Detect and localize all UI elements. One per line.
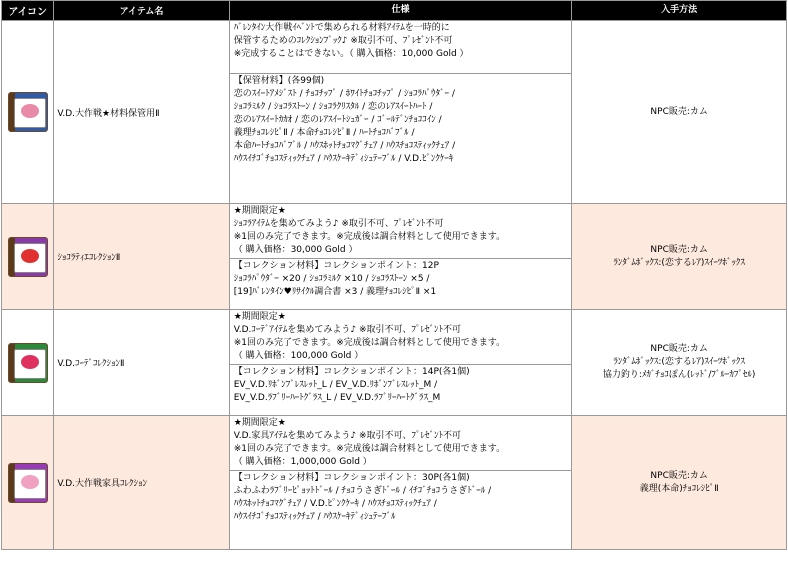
material-line: ﾊｳｽｲﾁｺﾞﾁｮｺｽﾃｨｯｸﾁｪｱ / ﾊｳｽｹｰｷﾃﾞｨｼｭﾃｰﾌﾞﾙ: [233, 512, 396, 522]
table-row: [2, 416, 787, 471]
item-name: V.D.大作戦家具ｺﾚｸｼｮﾝ: [54, 416, 229, 550]
table-row: [2, 204, 787, 259]
acquisition-line: NPC販売:カム: [650, 470, 708, 481]
material-line: 【コレクション材料】コレクションポイント：12P: [233, 261, 439, 271]
acquisition-line: NPC販売:カム: [650, 106, 708, 117]
item-spec-description: [229, 416, 572, 471]
book-icon-green: [8, 343, 48, 383]
item-icon-cell: [2, 21, 54, 204]
table-header-row: [2, 1, 787, 21]
acquisition-line: NPC販売:カム: [650, 344, 708, 354]
material-line: EV_V.D.ﾗﾌﾞﾘｰﾊｰﾄｸﾞﾗｽ_L / EV_V.D.ﾗﾌﾞﾘｰﾊｰﾄｸﾞﾗｽ_M: [233, 393, 441, 403]
item-name: V.D.大作戦★材料保管用Ⅱ: [54, 21, 229, 204]
acquisition-line: ﾗﾝﾀﾞﾑﾎﾞｯｸｽ:(恋するﾚｱ)ｽｲｰﾂﾎﾞｯｸｽ: [613, 257, 745, 268]
spec-line: ｼｮｺﾗｱｲﾃﾑを集めてみよう♪ ※取引不可、ﾌﾟﾚｾﾞﾝﾄ不可: [233, 219, 444, 229]
material-line: ﾊｳｽﾎｯﾄﾁｮｺﾏｸﾞﾁｪｱ / V.D.ﾋﾟﾝｸｹｰｷ / ﾊｳｽﾁｮｺｽﾃｨｯｸﾁｪｱ /: [233, 499, 437, 509]
material-line: EV_V.D.ﾘﾎﾞﾝﾌﾞﾚｽﾚｯﾄ_L / EV_V.D.ﾘﾎﾞﾝﾌﾞﾚｽﾚｯﾄ_M /: [233, 380, 438, 390]
acquisition-line: NPC販売:カム: [650, 244, 708, 255]
acquisition-line: 協力釣り:ﾒｶﾞﾁｮｺぽん(ﾚｯﾄﾞ/ﾌﾞﾙｰｶﾌﾟｾﾙ): [602, 370, 756, 380]
table-row: [2, 310, 787, 365]
spec-line: （ 購入価格：100,000 Gold ）: [233, 351, 364, 361]
material-line: 義理ﾁｮｺﾚｼﾋﾟⅡ / 本命ﾁｮｺﾚｼﾋﾟⅡ / ﾊｰﾄﾁｮｺﾊﾞﾌﾞﾙ /: [233, 128, 415, 138]
material-line: 本命ﾊｰﾄﾁｮｺﾊﾞﾌﾞﾙ / ﾊｳｽﾎｯﾄﾁｮｺﾏｸﾞﾁｪｱ / ﾊｳｽﾁｮｺｽﾃｨｯｸﾁｪｱ /: [233, 141, 456, 151]
book-icon-purple: [8, 237, 48, 277]
spec-line: ★期間限定★: [233, 312, 286, 322]
material-line: 【コレクション材料】コレクションポイント：14P(各1個): [233, 367, 470, 377]
item-acquisition: [572, 21, 787, 204]
item-spec-materials: [229, 471, 572, 550]
item-spec-materials: [229, 74, 572, 204]
item-spec-description: [229, 310, 572, 365]
spec-line: ※1回のみ完了できます。※完成後は調合材料として使用できます。: [233, 232, 506, 242]
spec-line: ﾊﾞﾚﾝﾀｲﾝ大作戦ｲﾍﾞﾝﾄで集められる材料ｱｲﾃﾑを一時的に: [233, 23, 450, 33]
item-spec-materials: [229, 365, 572, 416]
item-spec-materials: [229, 259, 572, 310]
spec-line: ★期間限定★: [233, 206, 286, 216]
spec-line: ※1回のみ完了できます。※完成後は調合材料として使用できます。: [233, 444, 506, 454]
material-line: 恋のﾚｱｽｲｰﾄｶｶｵ / 恋のﾚｱｽｲｰﾄｼｭｶﾞｰ / ｺﾞｰﾙﾃﾞﾝﾁｮｺｺｲﾝ /: [233, 115, 442, 125]
acquisition-line: 義理(本命)ﾁｮｺﾚｼﾋﾟⅡ: [639, 483, 719, 494]
item-spec-description: [229, 204, 572, 259]
spec-line: 保管するためのｺﾚｸｼｮﾝﾌﾞｯｸ♪ ※取引不可、ﾌﾟﾚｾﾞﾝﾄ不可: [233, 36, 453, 46]
spec-line: ※完成することはできない。（ 購入価格：10,000 Gold ）: [233, 49, 469, 59]
material-line: 恋のｽｲｰﾄｱﾒｼﾞｽﾄ / ﾁｮｺﾁｯﾌﾟ / ﾎﾜｲﾄﾁｮｺﾁｯﾌﾟ / ｼｮｺﾗﾊﾟｳﾀﾞｰ /: [233, 89, 455, 99]
item-acquisition: [572, 310, 787, 416]
spec-line: （ 購入価格：30,000 Gold ）: [233, 245, 358, 255]
header-spec: 仕様: [229, 1, 572, 21]
spec-line: ★期間限定★: [233, 418, 286, 428]
material-line: ﾊｳｽｲﾁｺﾞﾁｮｺｽﾃｨｯｸﾁｪｱ / ﾊｳｽｹｰｷﾃﾞｨｼｭﾃｰﾌﾞﾙ / V.D.ﾋﾟﾝｸｹｰｷ: [233, 154, 454, 164]
item-name: ｼｮｺﾗﾃｨｴｺﾚｸｼｮﾝⅡ: [54, 204, 229, 310]
book-icon-blue: [8, 92, 48, 132]
item-acquisition: [572, 416, 787, 550]
book-icon-violet: [8, 463, 48, 503]
spec-line: （ 購入価格：1,000,000 Gold ）: [233, 457, 372, 467]
header-item-name: アイテム名: [54, 1, 229, 21]
item-icon-cell: [2, 310, 54, 416]
item-spec-description: [229, 21, 572, 74]
acquisition-line: ﾗﾝﾀﾞﾑﾎﾞｯｸｽ:(恋するﾚｱ)ｽｲｰﾂﾎﾞｯｸｽ: [613, 357, 745, 367]
header-acquisition: 入手方法: [572, 1, 787, 21]
spec-line: V.D.ｺｰﾃﾞｱｲﾃﾑを集めてみよう♪ ※取引不可、ﾌﾟﾚｾﾞﾝﾄ不可: [233, 325, 462, 335]
material-line: ふわふわﾗﾌﾞﾘｰﾋﾟｮｯﾄﾄﾞｰﾙ / ﾁｮｺうさぎﾄﾞｰﾙ / ｲﾁｺﾞﾁｮｺうさぎﾄﾞｰﾙ /: [233, 486, 492, 496]
item-icon-cell: [2, 416, 54, 550]
header-icon: アイコン: [2, 1, 54, 21]
spec-line: ※1回のみ完了できます。※完成後は調合材料として使用できます。: [233, 338, 506, 348]
item-name: V.D.ｺｰﾃﾞｺﾚｸｼｮﾝⅡ: [54, 310, 229, 416]
material-line: ｼｮｺﾗﾐﾙｸ / ｼｮｺﾗｽﾄｰﾝ / ｼｮｺﾗｸﾘｽﾀﾙ / 恋のﾚｱｽｲｰﾄﾊｰﾄ /: [233, 102, 433, 112]
table-row: [2, 21, 787, 74]
item-acquisition: [572, 204, 787, 310]
material-line: [19]ﾊﾞﾚﾝﾀｲﾝ♥ﾘｻｲｸﾙ調合書 ×3 / 義理ﾁｮｺﾚｼﾋﾟⅡ ×1: [233, 287, 437, 297]
collection-table: [1, 0, 787, 550]
item-icon-cell: [2, 204, 54, 310]
material-line: 【コレクション材料】コレクションポイント：30P(各1個): [233, 473, 470, 483]
spec-line: V.D.家具ｱｲﾃﾑを集めてみよう♪ ※取引不可、ﾌﾟﾚｾﾞﾝﾄ不可: [233, 431, 462, 441]
material-line: 【保管材料】(各99個): [233, 76, 325, 86]
material-line: ｼｮｺﾗﾊﾟｳﾀﾞｰ ×20 / ｼｮｺﾗﾐﾙｸ ×10 / ｼｮｺﾗｽﾄｰﾝ ×5 /: [233, 274, 430, 284]
